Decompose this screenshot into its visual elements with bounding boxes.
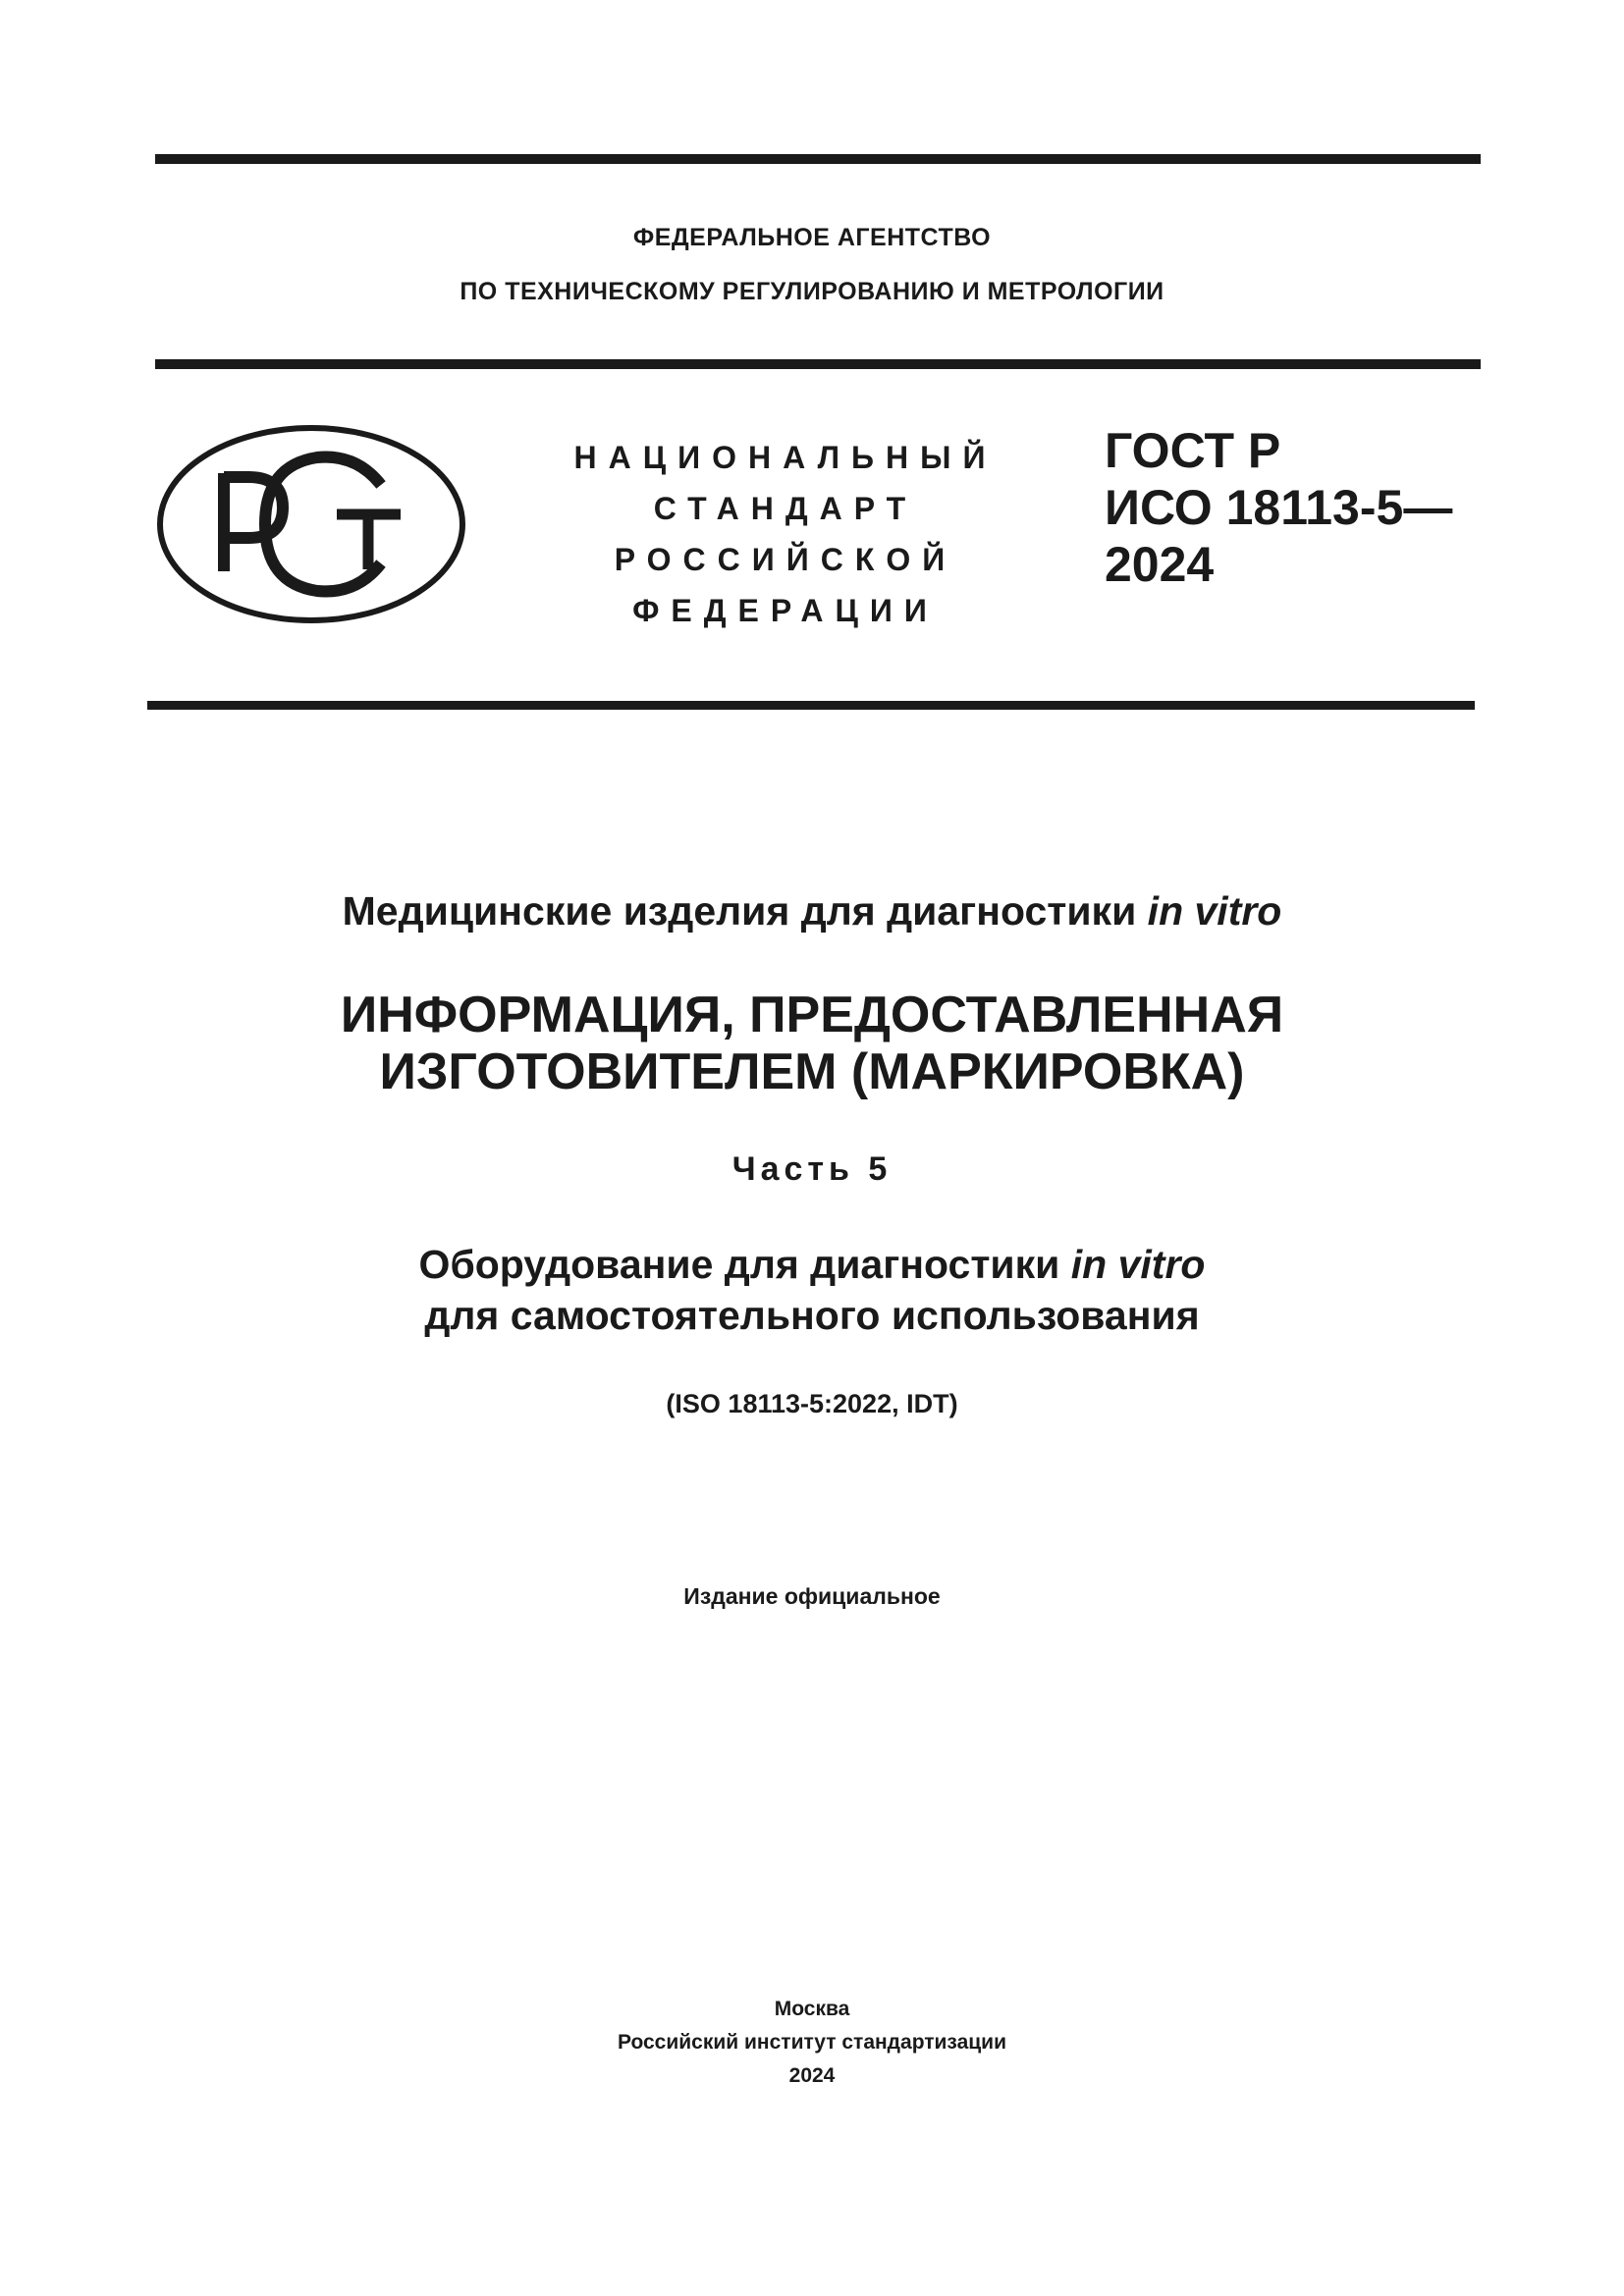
subject-italic: in vitro	[1147, 888, 1282, 934]
footer-city: Москва	[774, 1998, 850, 2020]
footer-publisher: Российский институт стандартизации	[617, 2031, 1007, 2054]
publisher-footer	[0, 1993, 1624, 2093]
national-standard-label	[550, 432, 1021, 636]
part-number: Часть 5	[731, 1150, 893, 1188]
national-standard-line-4: ФЕДЕРАЦИИ	[632, 593, 939, 628]
footer-year: 2024	[788, 2064, 836, 2087]
standard-designation	[1105, 422, 1452, 593]
subtitle-line-1-italic: in vitro	[1070, 1242, 1206, 1287]
header-rule	[155, 359, 1481, 369]
edition-label: Издание официальное	[683, 1583, 941, 1609]
subtitle-line-2: для самостоятельного использования	[424, 1293, 1200, 1338]
national-standard-line-3: РОССИЙСКОЙ	[614, 542, 957, 577]
main-title	[0, 987, 1624, 1100]
agency-name-line-1: ФЕДЕРАЛЬНОЕ АГЕНТСТВО	[632, 224, 992, 251]
designation-line-1: ГОСТ Р	[1105, 423, 1281, 478]
rst-certification-mark-icon	[155, 424, 467, 624]
national-standard-line-2: СТАНДАРТ	[653, 491, 918, 526]
identical-standard-reference: (ISO 18113-5:2022, IDT)	[666, 1389, 958, 1418]
subject-text: Медицинские изделия для диагностики	[342, 888, 1148, 934]
subtitle-line-1	[0, 1239, 1624, 1290]
national-standard-line-1: НАЦИОНАЛЬНЫЙ	[573, 440, 998, 475]
main-title-line-1: ИНФОРМАЦИЯ, ПРЕДОСТАВЛЕННАЯ	[340, 987, 1284, 1043]
designation-line-2: ИСО 18113-5—	[1105, 480, 1453, 535]
subtitle	[0, 1239, 1624, 1341]
agency-name-line-2: ПО ТЕХНИЧЕСКОМУ РЕГУЛИРОВАНИЮ И МЕТРОЛОГИИ	[460, 278, 1164, 305]
subject-heading	[0, 888, 1624, 934]
main-title-line-2: ИЗГОТОВИТЕЛЕМ (МАРКИРОВКА)	[379, 1043, 1245, 1100]
top-rule	[155, 154, 1481, 164]
subtitle-line-1-text: Оборудование для диагностики	[418, 1242, 1071, 1287]
header-bottom-rule	[147, 701, 1475, 710]
designation-line-3: 2024	[1105, 537, 1215, 592]
